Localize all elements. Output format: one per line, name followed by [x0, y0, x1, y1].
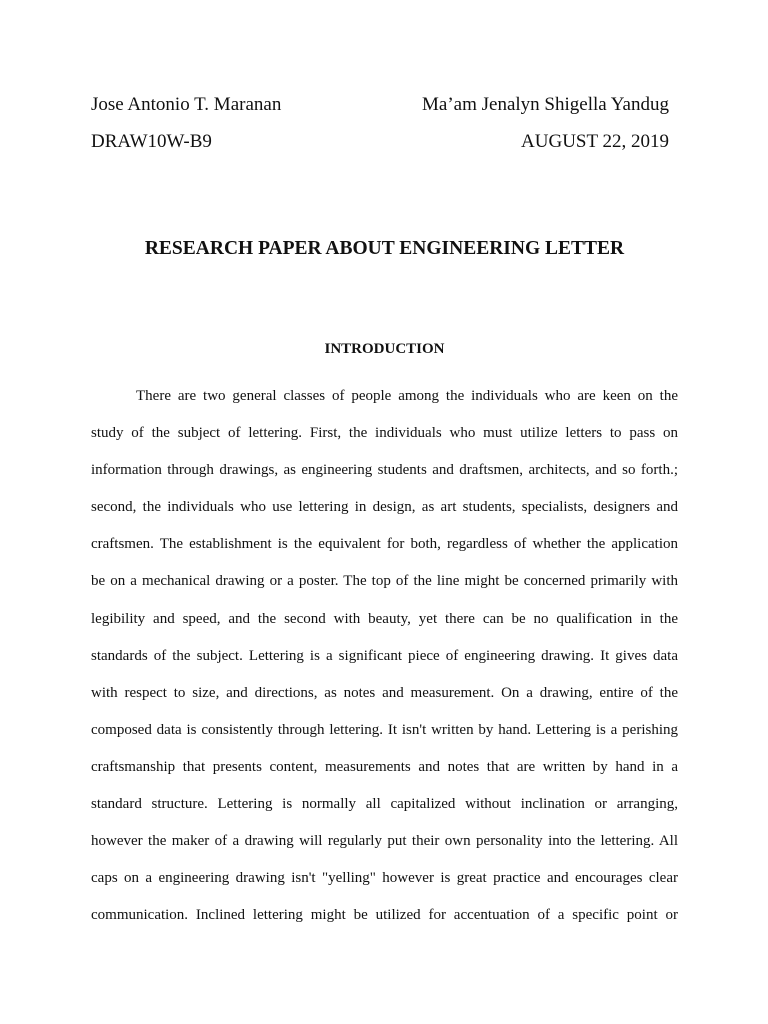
body-line: craftsmanship that presents content, measurements and notes that are written by hand in a [91, 758, 678, 775]
body-line: study of the subject of lettering. First, the individuals who must utilize letters to pass on [91, 425, 678, 442]
document-date: AUGUST 22, 2019 [521, 131, 669, 152]
body-line: be on a mechanical drawing or a poster. The top of the line might be concerned primarily with [91, 573, 678, 590]
header-row-section-date [91, 130, 669, 154]
body-paragraph [91, 385, 678, 941]
body-line: however the maker of a drawing will regularly put their own personality into the lettering. All [91, 833, 678, 850]
author-name: Jose Antonio T. Maranan [91, 94, 282, 115]
instructor-name: Ma’am Jenalyn Shigella Yandug [422, 94, 669, 115]
body-line: information through drawings, as engineering students and draftsmen, architects, and so forth.; [91, 462, 678, 479]
section-code: DRAW10W-B9 [91, 131, 212, 152]
body-line: standard structure. Lettering is normally all capitalized without inclination or arranging, [91, 796, 678, 813]
body-line: craftsmen. The establishment is the equivalent for both, regardless of whether the application [91, 536, 678, 553]
body-line: There are two general classes of people among the individuals who are keen on the [136, 388, 678, 404]
body-line: second, the individuals who use lettering in design, as art students, specialists, designers and [91, 499, 678, 516]
body-line: standards of the subject. Lettering is a significant piece of engineering drawing. It gives data [91, 647, 678, 664]
header-row-names [91, 93, 669, 117]
body-line: with respect to size, and directions, as notes and measurement. On a drawing, entire of the [91, 684, 678, 701]
paper-title: RESEARCH PAPER ABOUT ENGINEERING LETTER [144, 238, 625, 259]
section-heading: INTRODUCTION [324, 341, 445, 357]
body-line: composed data is consistently through lettering. It isn't written by hand. Lettering is a perishing [91, 721, 678, 738]
body-line: caps on a engineering drawing isn't "yelling" however is great practice and encourages clear [91, 870, 678, 887]
body-line: communication. Inclined lettering might be utilized for accentuation of a specific point or [91, 907, 678, 924]
body-line: legibility and speed, and the second with beauty, yet there can be no qualification in the [91, 610, 678, 627]
